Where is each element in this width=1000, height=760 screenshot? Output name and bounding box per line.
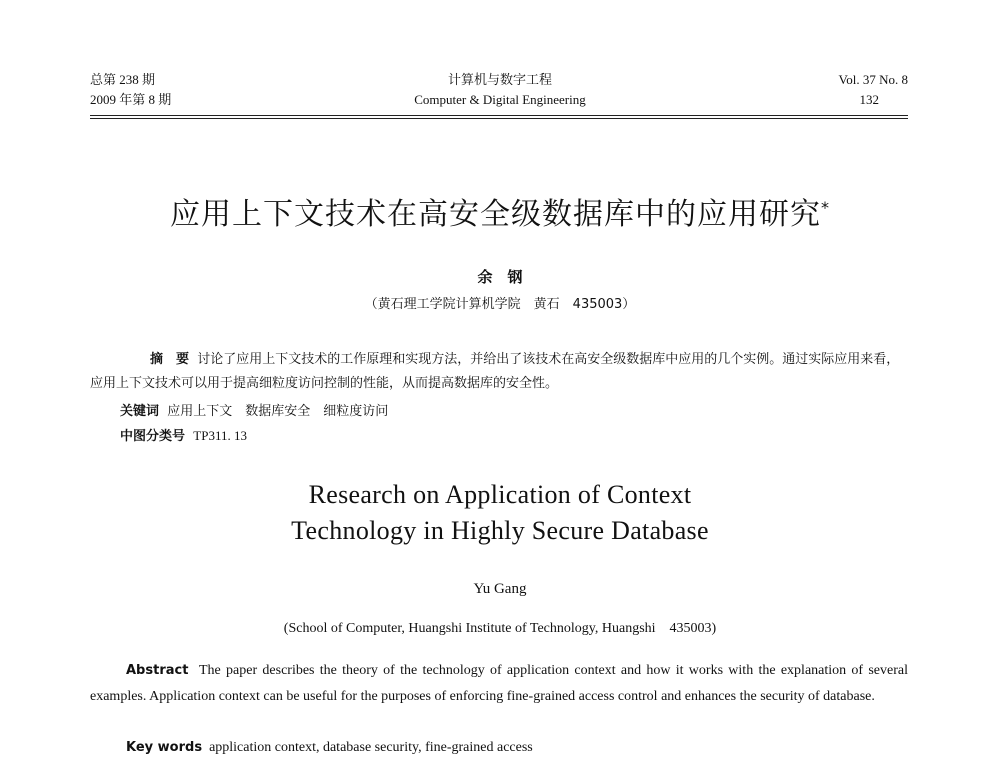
author-cn: 余 钢 [477, 268, 523, 286]
title-en-line2: Technology in Highly Secure Database [291, 516, 709, 545]
keywords-en-label: Key words [126, 740, 203, 755]
header-rule-top [90, 115, 908, 116]
abstract-cn-label: 摘 要 [150, 352, 190, 367]
keywords-cn-text: 应用上下文 数据库安全 细粒度访问 [167, 404, 389, 419]
abstract-en-text: The paper describes the theory of the technology of application context and how it works with the explanation of several examples. Application context can be useful for the purposes of enforcing fine-grained access control and enhances the security of database. [90, 663, 909, 704]
abstract-en-label: Abstract [126, 663, 189, 678]
page-number: 132 [859, 92, 879, 107]
author-en: Yu Gang [473, 581, 527, 597]
abstract-cn [90, 348, 908, 396]
journal-name-en: Computer & Digital Engineering [414, 92, 586, 107]
header-rule-bottom [90, 118, 908, 119]
clc-label: 中图分类号 [120, 429, 186, 444]
affiliation-en: (School of Computer, Huangshi Institute of Technology, Huangshi 435003) [283, 621, 717, 636]
volume-number: Vol. 37 No. 8 [838, 72, 908, 87]
issue-year: 2009 年第 8 期 [90, 92, 172, 107]
title-cn-text: 应用上下文技术在高安全级数据库中的应用研究 [170, 197, 821, 232]
affiliation-cn: （黄石理工学院计算机学院 黄石 435003） [364, 297, 636, 312]
keywords-en-text: application context, database security, fine-grained access [209, 740, 533, 755]
clc-number [90, 424, 938, 449]
title-en-line1: Research on Application of Context [308, 480, 692, 509]
title-cn [0, 186, 1000, 237]
journal-name-cn: 计算机与数字工程 [447, 72, 552, 87]
abstract-cn-text: 讨论了应用上下文技术的工作原理和实现方法，并给出了该技术在高安全级数据库中应用的几个实例。通过实际应用来看，应用上下文技术可以用于提高细粒度访问控制的性能，从而提高数据库的安全性。 [90, 352, 900, 391]
issue-number: 总第 238 期 [90, 72, 156, 87]
keywords-en [90, 738, 944, 758]
keywords-cn [90, 400, 938, 424]
title-footnote-mark: * [821, 198, 830, 217]
clc-text: TP311. 13 [193, 428, 247, 443]
abstract-en [90, 658, 908, 710]
keywords-cn-label: 关键词 [120, 404, 160, 419]
